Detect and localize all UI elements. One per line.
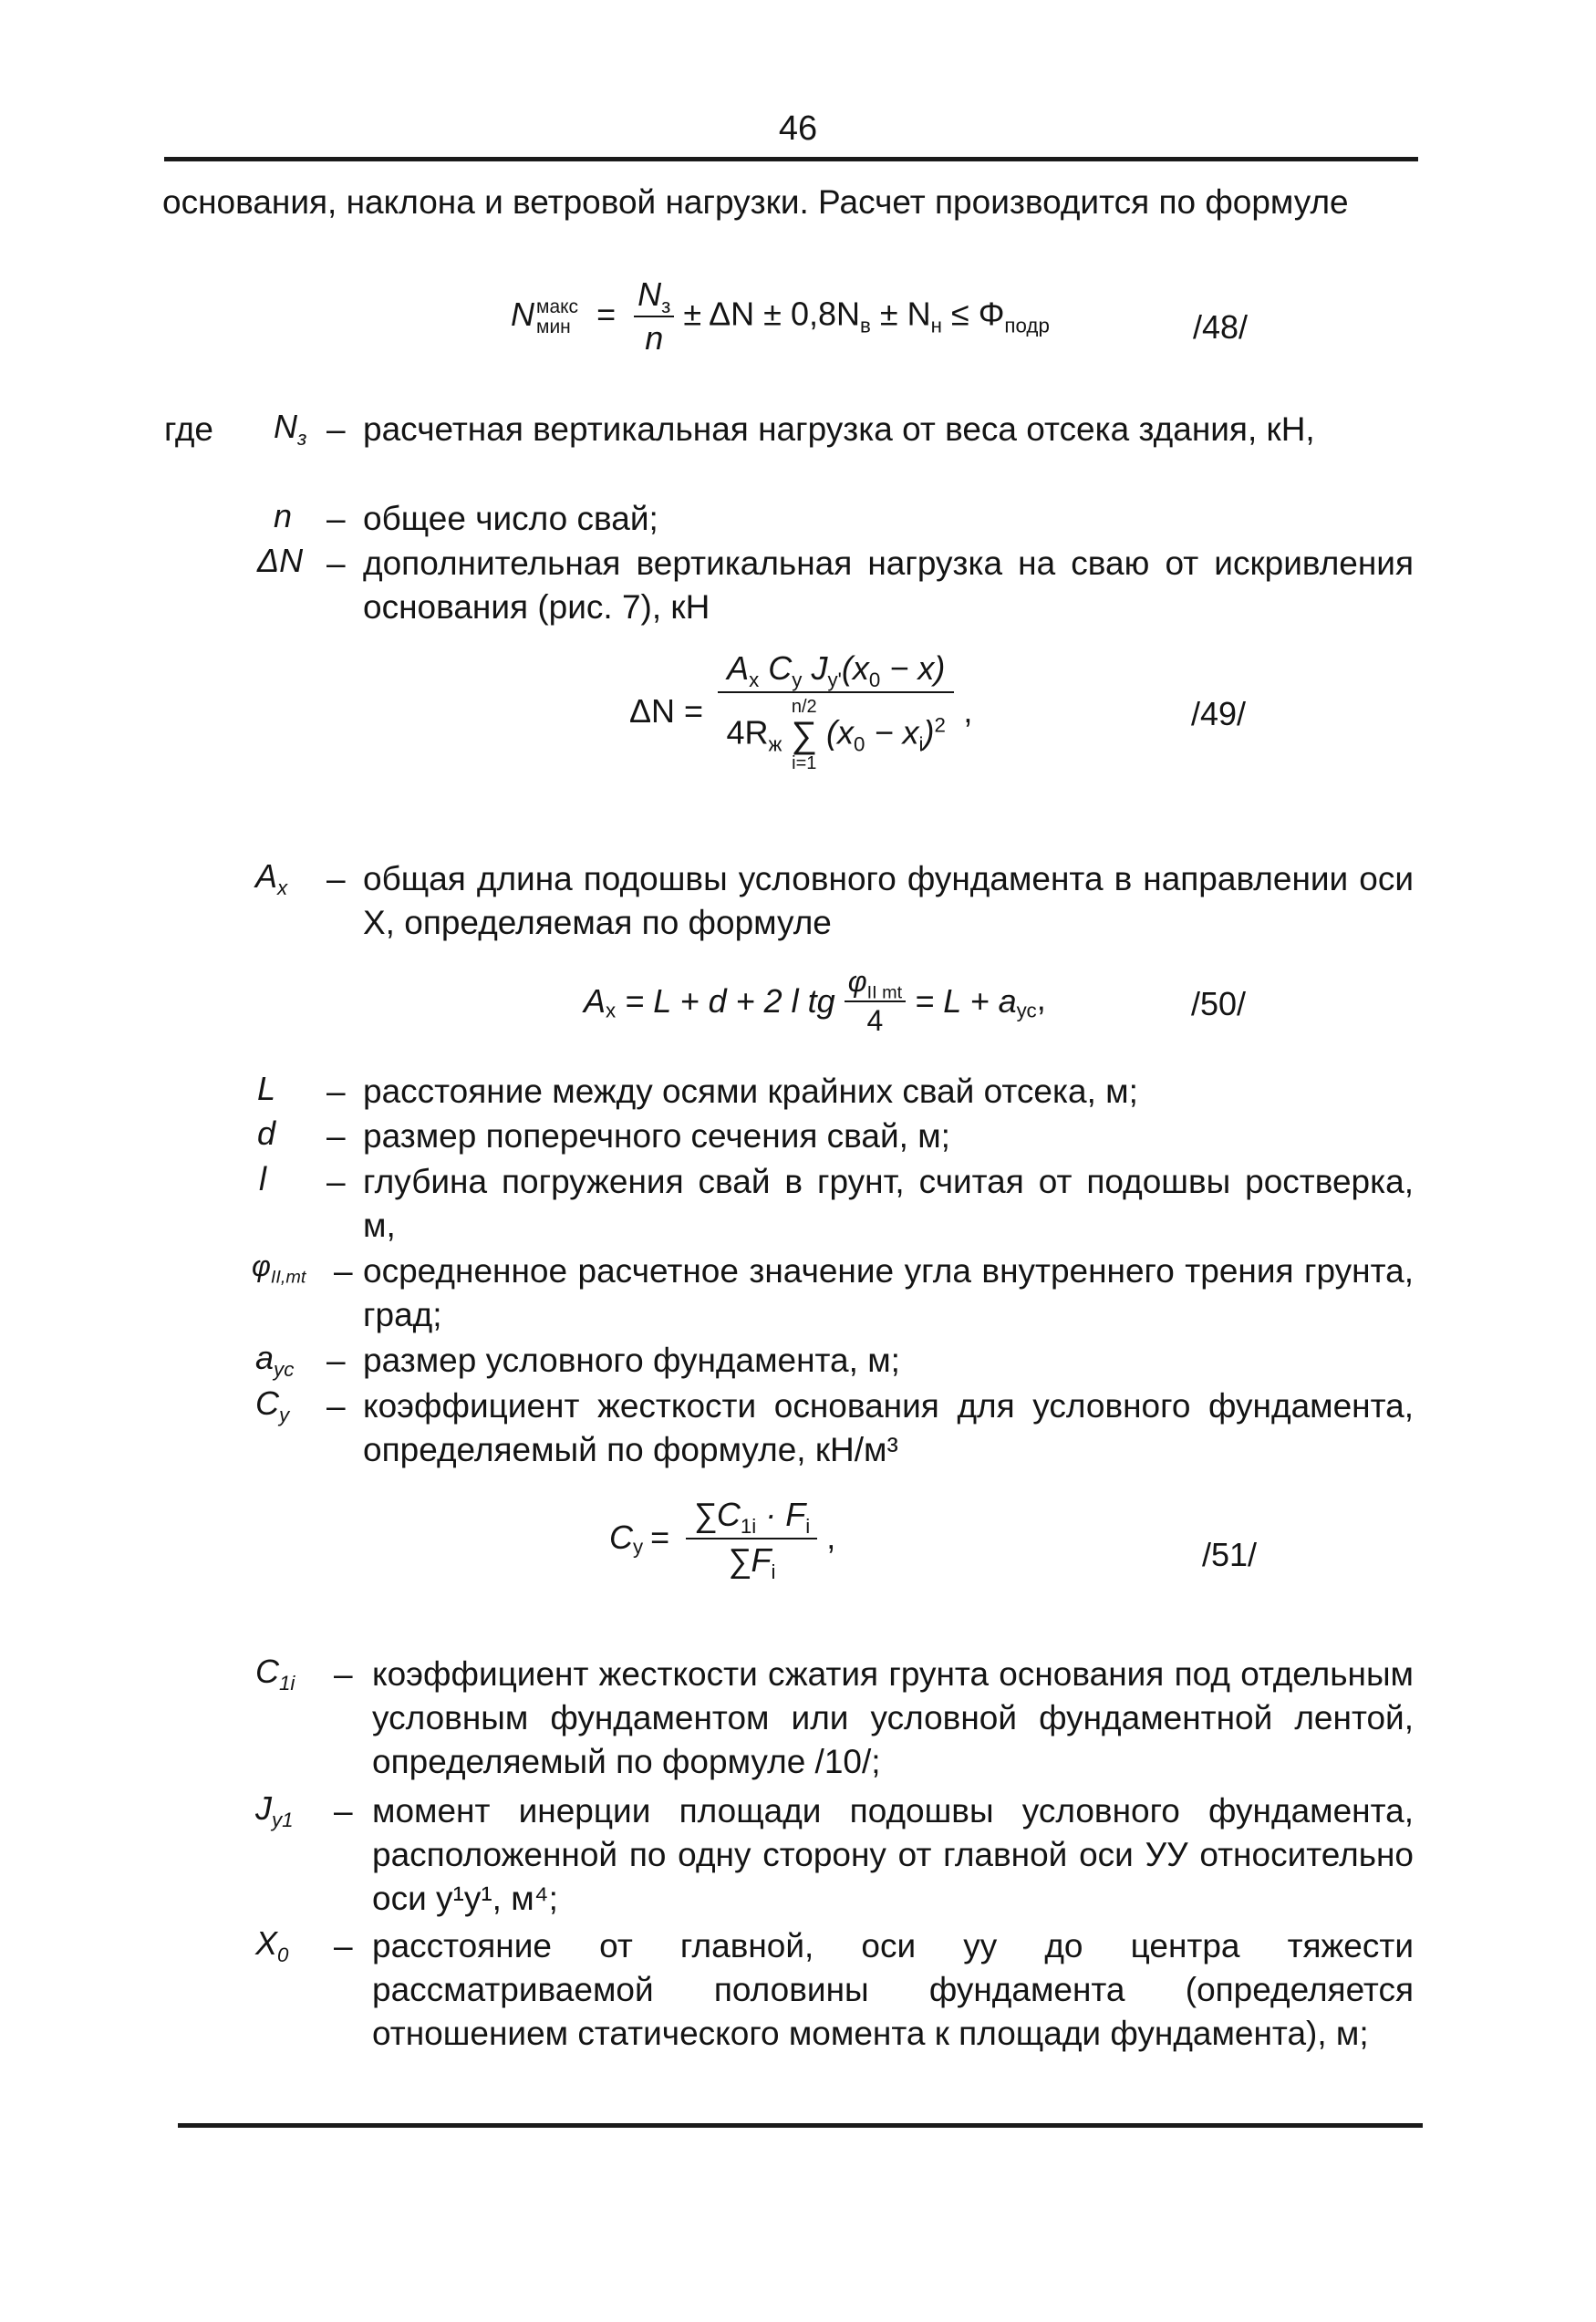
eq50-tail: = L + a bbox=[915, 982, 1017, 1020]
eq51-num-sub: 1i bbox=[740, 1515, 757, 1539]
eq49-den-mid: − x bbox=[865, 713, 919, 752]
eq49-den-sup: 2 bbox=[934, 713, 946, 737]
eq49-num-sub-0: 0 bbox=[868, 669, 881, 692]
eq48-frac-num: N bbox=[637, 275, 662, 313]
def-symbol-x0: $X_0$ bbox=[255, 1924, 289, 1967]
def-text-nz: расчетная вертикальная нагрузка от веса отсека здания, кН, bbox=[363, 410, 1315, 448]
def-dash: – bbox=[334, 1792, 353, 1830]
eq48-frac-den: n bbox=[645, 319, 664, 357]
def-symbol-lower-l: l bbox=[259, 1160, 266, 1197]
eq51-den: ∑F bbox=[727, 1541, 772, 1579]
def-text-phi: осредненное расчетное значение угла внутреннего трения грунта, град; bbox=[363, 1252, 1414, 1333]
def-dash: – bbox=[326, 1387, 346, 1425]
eq49-den-sub-0: 0 bbox=[854, 732, 865, 756]
eq49-num-sub-y1: y' bbox=[827, 669, 842, 692]
def-text-d: размер поперечного сечения свай, м; bbox=[363, 1117, 950, 1155]
eq49-num-j: J bbox=[811, 649, 828, 687]
eq49-num-c: C bbox=[768, 649, 793, 687]
eq49-num-paren: (x bbox=[841, 649, 869, 687]
def-text-ax: общая длина подошвы условного фундамента в направлении оси X, определяемая по формуле bbox=[363, 860, 1414, 941]
intro-text: основания, наклона и ветровой нагрузки. Расчет производится по формуле bbox=[162, 183, 1349, 221]
eq50-frac-num-sub: II mt bbox=[866, 982, 903, 1003]
eq51-num: ∑C bbox=[693, 1496, 741, 1533]
equation-50-number: /50/ bbox=[1191, 985, 1247, 1022]
def-symbol-n: n bbox=[274, 497, 293, 534]
equation-48: N макс мин = $\frac{N_з}{n}$ ± $\Delta N \pm 0,8N_в \pm N_н \le \Phi_{подр}$ bbox=[511, 275, 1050, 357]
def-dash: – bbox=[326, 1163, 346, 1200]
def-text-lower-l: глубина погружения свай в грунт, считая от подошвы ростверка, м, bbox=[363, 1163, 1414, 1244]
def-dash: – bbox=[326, 1342, 346, 1379]
where-word: где bbox=[164, 410, 214, 448]
eq50-lhs-sub: x bbox=[606, 999, 617, 1022]
eq51-fraction bbox=[686, 1496, 817, 1584]
def-dash: – bbox=[334, 1252, 353, 1290]
eq49-fraction bbox=[718, 649, 954, 773]
def-text-l: расстояние между осями крайних свай отсека, м; bbox=[363, 1073, 1138, 1110]
eq48-lhs: N bbox=[511, 295, 534, 334]
eq48-sub-podr: подр bbox=[1004, 314, 1050, 337]
eq51-lhs: C bbox=[609, 1519, 633, 1556]
eq50-tail-sub: ус bbox=[1016, 999, 1037, 1022]
eq48-rhs: ± ΔN ± 0,8N bbox=[683, 295, 860, 333]
def-text-deltan: дополнительная вертикальная нагрузка на сваю от искривления основания (рис. 7), кН bbox=[363, 544, 1414, 626]
eq49-lhs: ΔN = bbox=[629, 692, 704, 730]
eq50-lhs: A bbox=[584, 982, 606, 1020]
eq49-sum-bottom: i=1 bbox=[792, 753, 817, 773]
footer-rule bbox=[178, 2123, 1423, 2128]
eq49-sum: n/2 ∑ i=1 bbox=[791, 697, 818, 773]
eq51-comma: , bbox=[826, 1519, 836, 1556]
def-symbol-cy: $C_y$ bbox=[255, 1384, 290, 1427]
eq50-comma: , bbox=[1036, 980, 1046, 1018]
header-rule bbox=[164, 157, 1418, 161]
def-text-ayc: размер условного фундамента, м; bbox=[363, 1342, 900, 1379]
eq48-fraction bbox=[634, 275, 674, 358]
def-dash: – bbox=[326, 500, 346, 537]
eq49-num-sub-x: x bbox=[749, 669, 760, 692]
def-dash: – bbox=[326, 860, 346, 897]
def-dash: – bbox=[326, 544, 346, 582]
eq49-den-4r: 4R bbox=[726, 713, 769, 752]
equation-48-number: /48/ bbox=[1193, 308, 1249, 346]
def-text-jy1: момент инерции площади подошвы условного фундамента, расположенной по одну сторону от главной оси УУ относительно оси y¹y¹, м⁴; bbox=[372, 1792, 1414, 1917]
eq49-den-end: ) bbox=[923, 713, 935, 752]
page-number: 46 bbox=[778, 109, 818, 148]
def-symbol-ayc: $a_{ус}$ bbox=[255, 1339, 295, 1382]
equation-51: $C_y$ = $\frac{\sum C_{1i} \cdot F_i}{\sum F_i}$ , bbox=[609, 1496, 836, 1584]
eq48-rhs-mid: ± N bbox=[870, 295, 931, 333]
eq49-den-body: (x bbox=[826, 713, 855, 752]
intro-paragraph bbox=[162, 181, 1414, 224]
def-symbol-d: d bbox=[257, 1114, 276, 1152]
eq48-lhs-sub-top: макс bbox=[536, 295, 579, 317]
def-text-x0: расстояние от главной, оси уу до центра тяжести рассматриваемой половины фундамента (определяется отношением статического момента к площади фундамента), м; bbox=[372, 1927, 1414, 2052]
def-symbol-ax: $A_x$ bbox=[255, 857, 288, 900]
eq51-lhs-sub: y bbox=[633, 1535, 644, 1559]
def-dash: – bbox=[334, 1927, 353, 1964]
def-dash: – bbox=[334, 1655, 353, 1693]
eq48-frac-num-sub: з bbox=[661, 295, 671, 318]
eq51-den-sub: i bbox=[771, 1560, 776, 1584]
eq49-comma: , bbox=[963, 692, 973, 730]
equation-49 bbox=[629, 649, 972, 773]
eq50-frac-den: 4 bbox=[866, 1004, 884, 1037]
def-dash: – bbox=[326, 1117, 346, 1155]
def-symbol-nz: $N_з$ bbox=[274, 408, 307, 451]
def-dash: – bbox=[326, 1073, 346, 1110]
eq48-rhs-end: ≤ Φ bbox=[941, 295, 1005, 333]
eq48-sub-n: н bbox=[930, 314, 942, 337]
eq49-num-sub-y: y bbox=[792, 669, 803, 692]
def-symbol-c1i: $C_{1i}$ bbox=[255, 1653, 295, 1695]
def-symbol-l: L bbox=[257, 1070, 276, 1107]
def-text-c1i: коэффициент жесткости сжатия грунта основания под отдельным условным фундаментом или условной фундаментной лентой, определяемый по формуле /10/; bbox=[372, 1655, 1414, 1780]
eq49-den-sub-zh: ж bbox=[768, 732, 782, 756]
equation-50 bbox=[584, 965, 1046, 1038]
eq49-num-a: A bbox=[727, 649, 750, 687]
eq49-num-tail: − x) bbox=[880, 649, 946, 687]
eq48-lhs-sub-bottom: мин bbox=[536, 316, 571, 337]
eq49-sum-top: n/2 bbox=[791, 697, 817, 717]
eq50-frac-num: φ bbox=[847, 965, 867, 998]
def-dash: – bbox=[326, 410, 346, 448]
eq50-body: = L + d + 2 l tg bbox=[616, 982, 835, 1020]
eq48-sub-v: в bbox=[859, 314, 871, 337]
eq51-num-tail: · F bbox=[756, 1496, 806, 1533]
def-symbol-phi: $\varphi_{II,mt}$ bbox=[252, 1249, 306, 1288]
eq51-num-sub-i: i bbox=[805, 1515, 811, 1539]
def-symbol-deltan: ΔN bbox=[257, 542, 304, 579]
def-text-cy: коэффициент жесткости основания для условного фундамента, определяемый по формуле, кН/м³ bbox=[363, 1387, 1414, 1468]
equation-49-number: /49/ bbox=[1191, 695, 1247, 732]
eq50-fraction bbox=[845, 965, 906, 1038]
def-symbol-jy1: $J_{y1}$ bbox=[255, 1789, 294, 1832]
def-text-n: общее число свай; bbox=[363, 500, 658, 537]
eq49-den-sub-i: i bbox=[918, 732, 924, 756]
equation-51-number: /51/ bbox=[1202, 1536, 1258, 1573]
